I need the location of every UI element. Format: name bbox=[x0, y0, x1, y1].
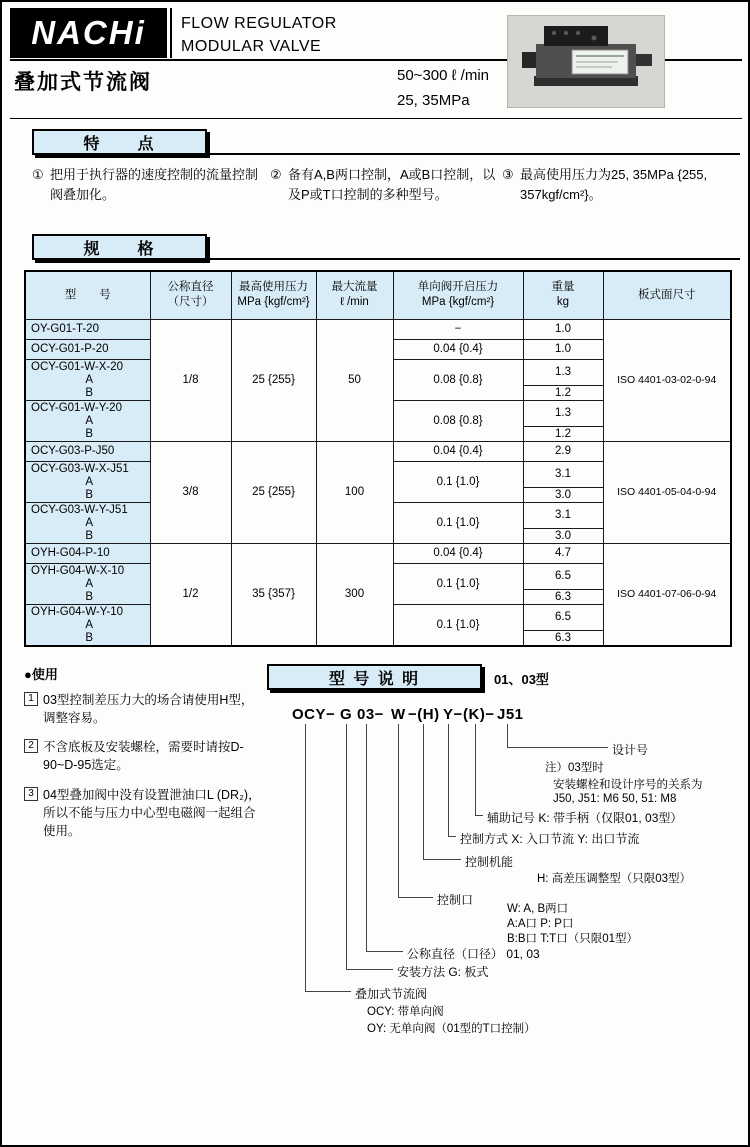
cell-model: OCY-G03-P-J50 bbox=[25, 441, 150, 461]
cell-weight: 1.0 bbox=[523, 339, 603, 359]
note-number: 2 bbox=[24, 739, 38, 753]
col-check-pressure: 单向阀开启压力 MPa {kgf/cm²} bbox=[393, 271, 523, 319]
cell-flow: 50 bbox=[316, 319, 393, 441]
cell-weight: 1.0 bbox=[523, 319, 603, 339]
cell-check: 0.04 {0.4} bbox=[393, 339, 523, 359]
cell-model: OCY-G01-P-20 bbox=[25, 339, 150, 359]
code-token-port: W bbox=[391, 706, 406, 723]
cell-model: OCY-G03-W-Y-J51 A B bbox=[25, 502, 150, 543]
cell-pressure: 35 {357} bbox=[231, 543, 316, 646]
model-code-applicability: 01、03型 bbox=[494, 672, 549, 687]
label-port-note-2: A:A口 P: P口 bbox=[507, 918, 574, 930]
header-divider bbox=[170, 8, 172, 58]
connector-port bbox=[398, 724, 433, 898]
cell-model: OYH-G04-W-X-10 A B bbox=[25, 563, 150, 604]
cell-weight: 2.9 bbox=[523, 441, 603, 461]
valve-illustration bbox=[508, 16, 664, 107]
feature-item-2 bbox=[270, 165, 498, 204]
cell-check: 0.1 {1.0} bbox=[393, 502, 523, 543]
cell-check: 0.04 {0.4} bbox=[393, 543, 523, 563]
connector-aux bbox=[475, 724, 483, 816]
cell-diameter: 3/8 bbox=[150, 441, 231, 543]
features-heading: 特 点 bbox=[32, 129, 207, 155]
table-row bbox=[25, 319, 731, 339]
code-token-mounting: G bbox=[340, 706, 353, 723]
cell-iso: ISO 4401-05-04-0-94 bbox=[603, 441, 731, 543]
product-name bbox=[181, 12, 337, 58]
brief-specs bbox=[397, 63, 489, 113]
cell-model: OCY-G01-W-X-20 A B bbox=[25, 359, 150, 400]
usage-note-2 bbox=[24, 738, 264, 774]
label-mounting: 安装方法 G: 板式 bbox=[397, 965, 489, 979]
label-design-note-3: J50, J51: M6 50, 51: M8 bbox=[553, 793, 677, 805]
usage-note-1 bbox=[24, 691, 264, 727]
cell-model: OYH-G04-P-10 bbox=[25, 543, 150, 563]
connector-mounting bbox=[346, 724, 393, 970]
label-function-note: H: 高差压调整型（只限03型） bbox=[537, 873, 691, 885]
cell-model: OCY-G03-W-X-J51 A B bbox=[25, 461, 150, 502]
cell-check: 0.04 {0.4} bbox=[393, 441, 523, 461]
col-max-flow: 最大流量 ℓ /min bbox=[316, 271, 393, 319]
cell-flow: 100 bbox=[316, 441, 393, 543]
feature-item-1 bbox=[32, 165, 265, 204]
title-rule bbox=[10, 118, 742, 119]
cell-weight: 1.2 bbox=[523, 426, 603, 441]
table-row bbox=[25, 441, 731, 461]
product-name-line2: MODULAR VALVE bbox=[181, 38, 322, 55]
label-port-note-1: W: A, B两口 bbox=[507, 903, 569, 915]
cell-weight: 3.0 bbox=[523, 528, 603, 543]
note-number: 3 bbox=[24, 787, 38, 801]
note-text: 04型叠加阀中没有设置泄油口L (DR₂)，所以不能与压力中心型电磁阀一起组合使用。 bbox=[43, 787, 261, 838]
usage-section bbox=[24, 664, 264, 851]
label-design-note-1: 注）03型时 bbox=[545, 762, 604, 774]
col-model: 型 号 bbox=[25, 271, 150, 319]
label-port-note-3: B:B口 T:T口（只限01型） bbox=[507, 933, 638, 945]
feature-text: 备有A,B两口控制，A或B口控制，以及P或T口控制的多种型号。 bbox=[288, 167, 496, 202]
spec-table bbox=[24, 270, 732, 647]
usage-heading: ●使用 bbox=[24, 667, 58, 682]
cell-check: − bbox=[393, 319, 523, 339]
cell-iso: ISO 4401-03-02-0-94 bbox=[603, 319, 731, 441]
feature-number: ① bbox=[32, 167, 44, 182]
code-token-size: 03− bbox=[357, 706, 384, 723]
model-code-section bbox=[267, 664, 730, 1074]
model-code-heading: 型 号 说 明 bbox=[267, 664, 482, 690]
spec-table-wrap bbox=[24, 270, 732, 647]
cell-weight: 6.5 bbox=[523, 563, 603, 589]
cell-pressure: 25 {255} bbox=[231, 319, 316, 441]
note-text: 03型控制差压力大的场合请使用H型，调整容易。 bbox=[43, 693, 254, 726]
cell-check: 0.1 {1.0} bbox=[393, 461, 523, 502]
label-design-no: 设计号 bbox=[612, 743, 649, 757]
cell-weight: 6.5 bbox=[523, 604, 603, 630]
cell-check: 0.1 {1.0} bbox=[393, 563, 523, 604]
product-photo bbox=[507, 15, 665, 108]
flow-range: 50~300 ℓ /min bbox=[397, 67, 489, 84]
connector-design bbox=[507, 724, 608, 748]
label-nominal-size: 公称直径（口径） 01, 03 bbox=[407, 947, 540, 961]
col-diameter: 公称直径 （尺寸） bbox=[150, 271, 231, 319]
cell-weight: 6.3 bbox=[523, 630, 603, 645]
page-title: 叠加式节流阀 bbox=[14, 71, 152, 94]
label-function: 控制机能 bbox=[465, 855, 514, 869]
note-text: 不含底板及安装螺栓，需要时请按D-90~D-95选定。 bbox=[43, 740, 244, 773]
pressure-range: 25, 35MPa bbox=[397, 92, 470, 109]
code-token-design: J51 bbox=[497, 706, 524, 723]
cell-weight: 1.3 bbox=[523, 359, 603, 385]
label-aux-symbol: 辅助记号 K: 带手柄（仅限01, 03型） bbox=[487, 811, 683, 825]
cell-flow: 300 bbox=[316, 543, 393, 646]
cell-iso: ISO 4401-07-06-0-94 bbox=[603, 543, 731, 646]
code-token-series: OCY− bbox=[292, 706, 336, 723]
cell-diameter: 1/8 bbox=[150, 319, 231, 441]
cell-weight: 3.1 bbox=[523, 502, 603, 528]
note-number: 1 bbox=[24, 692, 38, 706]
cell-weight: 6.3 bbox=[523, 589, 603, 604]
feature-number: ③ bbox=[502, 167, 514, 182]
feature-item-3 bbox=[502, 165, 740, 204]
product-name-line1: FLOW REGULATOR bbox=[181, 15, 337, 32]
cell-model: OCY-G01-W-Y-20 A B bbox=[25, 400, 150, 441]
code-token-mode: Y− bbox=[443, 706, 463, 723]
usage-note-3 bbox=[24, 786, 264, 840]
cell-weight: 1.3 bbox=[523, 400, 603, 426]
table-row bbox=[25, 543, 731, 563]
cell-pressure: 25 {255} bbox=[231, 441, 316, 543]
cell-model: OYH-G04-W-Y-10 A B bbox=[25, 604, 150, 646]
cell-weight: 4.7 bbox=[523, 543, 603, 563]
nachi-logo: NACHi bbox=[10, 8, 167, 58]
col-weight: 重量 kg bbox=[523, 271, 603, 319]
cell-weight: 1.2 bbox=[523, 385, 603, 400]
feature-number: ② bbox=[270, 167, 282, 182]
label-valve-type: 叠加式节流阀 bbox=[355, 987, 428, 1001]
table-header-row bbox=[25, 271, 731, 319]
label-design-note-2: 安装螺栓和设计序号的关系为 bbox=[553, 779, 703, 791]
feature-text: 把用于执行器的速度控制的流量控制阀叠加化。 bbox=[50, 167, 259, 202]
label-valve-note-1: OCY: 带单向阀 bbox=[367, 1006, 444, 1018]
cell-check: 0.08 {0.8} bbox=[393, 400, 523, 441]
cell-weight: 3.1 bbox=[523, 461, 603, 487]
col-surface-size: 板式面尺寸 bbox=[603, 271, 731, 319]
cell-model: OY-G01-T-20 bbox=[25, 319, 150, 339]
cell-weight: 3.0 bbox=[523, 487, 603, 502]
connector-series bbox=[305, 724, 351, 992]
cell-diameter: 1/2 bbox=[150, 543, 231, 646]
cell-check: 0.1 {1.0} bbox=[393, 604, 523, 646]
code-token-aux: (K)− bbox=[463, 706, 495, 723]
cell-check: 0.08 {0.8} bbox=[393, 359, 523, 400]
code-token-function: −(H) bbox=[408, 706, 440, 723]
label-valve-note-2: OY: 无单向阀（01型的T口控制） bbox=[367, 1023, 536, 1035]
col-max-pressure: 最高使用压力 MPa {kgf/cm²} bbox=[231, 271, 316, 319]
specs-heading: 规 格 bbox=[32, 234, 207, 260]
label-control-mode: 控制方式 X: 入口节流 Y: 出口节流 bbox=[460, 832, 640, 846]
feature-text: 最高使用压力为25, 35MPa {255, 357kgf/cm²}。 bbox=[520, 167, 708, 202]
label-control-port: 控制口 bbox=[437, 893, 474, 907]
